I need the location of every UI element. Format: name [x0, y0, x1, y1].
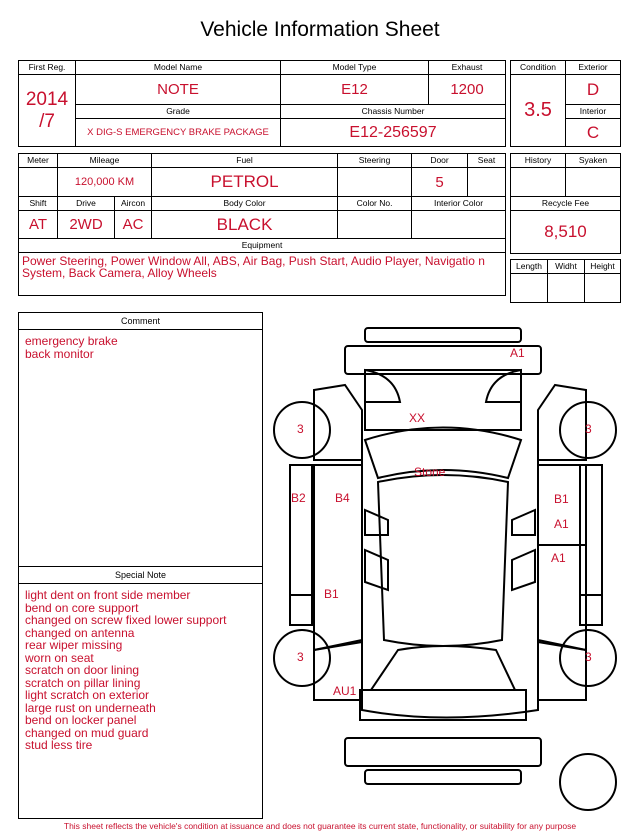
comment-line: back monitor	[25, 346, 94, 361]
special-note-line: changed on mud guard	[25, 725, 149, 740]
interior-color-label: Interior Color	[412, 197, 506, 211]
mark-b2: B2	[291, 491, 306, 505]
first-reg-month: /7	[39, 110, 55, 132]
right-rear-door	[580, 595, 602, 625]
special-note-line: light dent on front side member	[25, 588, 191, 602]
left-front-door	[290, 465, 312, 595]
body-color-value: BLACK	[152, 211, 338, 239]
registration-table	[18, 60, 506, 147]
history-table	[510, 153, 621, 254]
first-reg-year: 2014	[25, 88, 69, 110]
exterior-label: Exterior	[566, 61, 621, 75]
right-window-rear	[512, 550, 535, 590]
special-note-label: Special Note	[19, 567, 262, 584]
grade-label: Grade	[76, 105, 281, 119]
syaken-value	[566, 168, 621, 197]
door-label: Door	[412, 154, 468, 168]
special-note-line: light scratch on exterior	[25, 688, 150, 702]
special-note-line: changed on antenna	[25, 625, 135, 640]
right-front-door	[580, 465, 602, 595]
mark-a1-right-lower: A1	[551, 551, 566, 565]
fuel-label: Fuel	[152, 154, 338, 168]
right-window-front	[512, 510, 535, 535]
color-no-value	[338, 211, 412, 239]
special-note-line: rear wiper missing	[25, 638, 123, 652]
mark-a1-front: A1	[510, 346, 525, 360]
body-color-label: Body Color	[152, 197, 338, 211]
model-name-label: Model Name	[76, 61, 281, 75]
left-rear-door	[290, 595, 312, 625]
mark-a1-right-upper: A1	[554, 517, 569, 531]
mark-wheel-rear-right: 3	[585, 650, 592, 664]
special-note-box	[18, 566, 263, 819]
shift-value: AT	[19, 211, 58, 239]
mileage-value: 120,000 KM	[58, 168, 152, 197]
seat-label: Seat	[468, 154, 506, 168]
special-note-line: worn on seat	[25, 650, 94, 665]
left-window-front	[365, 510, 388, 535]
mark-wheel-rear-left: 3	[297, 650, 304, 664]
height-label: Height	[585, 260, 621, 274]
history-value	[511, 168, 566, 197]
comment-line: emergency brake	[25, 334, 118, 348]
rear-window	[371, 646, 515, 690]
equipment-label: Equipment	[19, 239, 506, 253]
first-reg-label: First Reg.	[19, 61, 76, 75]
model-name-value: NOTE	[76, 75, 281, 105]
spare-tire	[560, 754, 616, 810]
comment-list	[19, 330, 262, 365]
special-note-line: bend on core support	[25, 600, 139, 615]
mark-au1: AU1	[333, 684, 357, 698]
special-note-line: scratch on pillar lining	[25, 675, 141, 690]
front-left-fender	[314, 385, 362, 460]
car-damage-diagram	[270, 320, 630, 820]
height-value	[585, 274, 621, 303]
mark-b4: B4	[335, 491, 350, 505]
shift-label: Shift	[19, 197, 58, 211]
color-no-label: Color No.	[338, 197, 412, 211]
chassis-number-value: E12-256597	[281, 119, 506, 147]
length-value	[511, 274, 548, 303]
history-label: History	[511, 154, 566, 168]
interior-color-value	[412, 211, 506, 239]
dimensions-table	[510, 259, 621, 303]
seat-value	[468, 168, 506, 197]
steering-label: Steering	[338, 154, 412, 168]
spec-table	[18, 153, 506, 296]
condition-label: Condition	[511, 61, 566, 75]
interior-grade: C	[566, 119, 621, 147]
condition-score: 3.5	[511, 75, 566, 147]
syaken-label: Syaken	[566, 154, 621, 168]
model-type-value: E12	[281, 75, 429, 105]
exhaust-value: 1200	[429, 75, 506, 105]
door-value: 5	[412, 168, 468, 197]
special-note-list	[19, 584, 262, 757]
comment-box	[18, 312, 263, 567]
special-note-line: changed on screw fixed lower support	[25, 613, 227, 627]
roof	[378, 475, 508, 646]
exterior-grade: D	[566, 75, 621, 105]
rear-bumper	[345, 738, 541, 766]
length-label: Length	[511, 260, 548, 274]
recycle-fee-label: Recycle Fee	[511, 197, 621, 211]
left-window-rear	[365, 550, 388, 590]
aircon-label: Aircon	[115, 197, 152, 211]
mark-b1-right: B1	[554, 492, 569, 506]
mark-wheel-front-left: 3	[297, 422, 304, 436]
special-note-line: stud less tire	[25, 738, 93, 752]
comment-label: Comment	[19, 313, 262, 330]
mark-stone: Stone	[414, 465, 446, 479]
drive-value: 2WD	[58, 211, 115, 239]
special-note-line: large rust on underneath	[25, 700, 156, 715]
equipment-value: Power Steering, Power Window All, ABS, Air Bag, Push Start, Audio Player, Navigatio n System, Back Camera, Alloy Wheels	[19, 253, 506, 296]
recycle-fee-value: 8,510	[511, 211, 621, 254]
rear-bumper-bottom	[365, 770, 521, 784]
special-note-line: scratch on door lining	[25, 663, 140, 677]
interior-label: Interior	[566, 105, 621, 119]
width-value	[548, 274, 585, 303]
drive-label: Drive	[58, 197, 115, 211]
aircon-value: AC	[115, 211, 152, 239]
chassis-number-label: Chassis Number	[281, 105, 506, 119]
mark-b1-left: B1	[324, 587, 339, 601]
meter-value	[19, 168, 58, 197]
width-label: Widht	[548, 260, 585, 274]
steering-value	[338, 168, 412, 197]
mark-wheel-front-right: 3	[585, 422, 592, 436]
condition-table	[510, 60, 621, 147]
page-title: Vehicle Information Sheet	[200, 18, 440, 41]
disclaimer-footer: This sheet reflects the vehicle's condition at issuance and does not guarantee its current state, functionality, or suitability for any purpose	[63, 821, 577, 831]
mark-xx: XX	[409, 411, 426, 425]
mileage-label: Mileage	[58, 154, 152, 168]
special-note-line: bend on locker panel	[25, 713, 137, 727]
front-bumper-top	[365, 328, 521, 342]
meter-label: Meter	[19, 154, 58, 168]
model-type-label: Model Type	[281, 61, 429, 75]
exhaust-label: Exhaust	[429, 61, 506, 75]
fuel-value: PETROL	[152, 168, 338, 197]
grade-value: X DIG-S EMERGENCY BRAKE PACKAGE	[76, 119, 281, 147]
first-reg-value	[19, 75, 76, 147]
